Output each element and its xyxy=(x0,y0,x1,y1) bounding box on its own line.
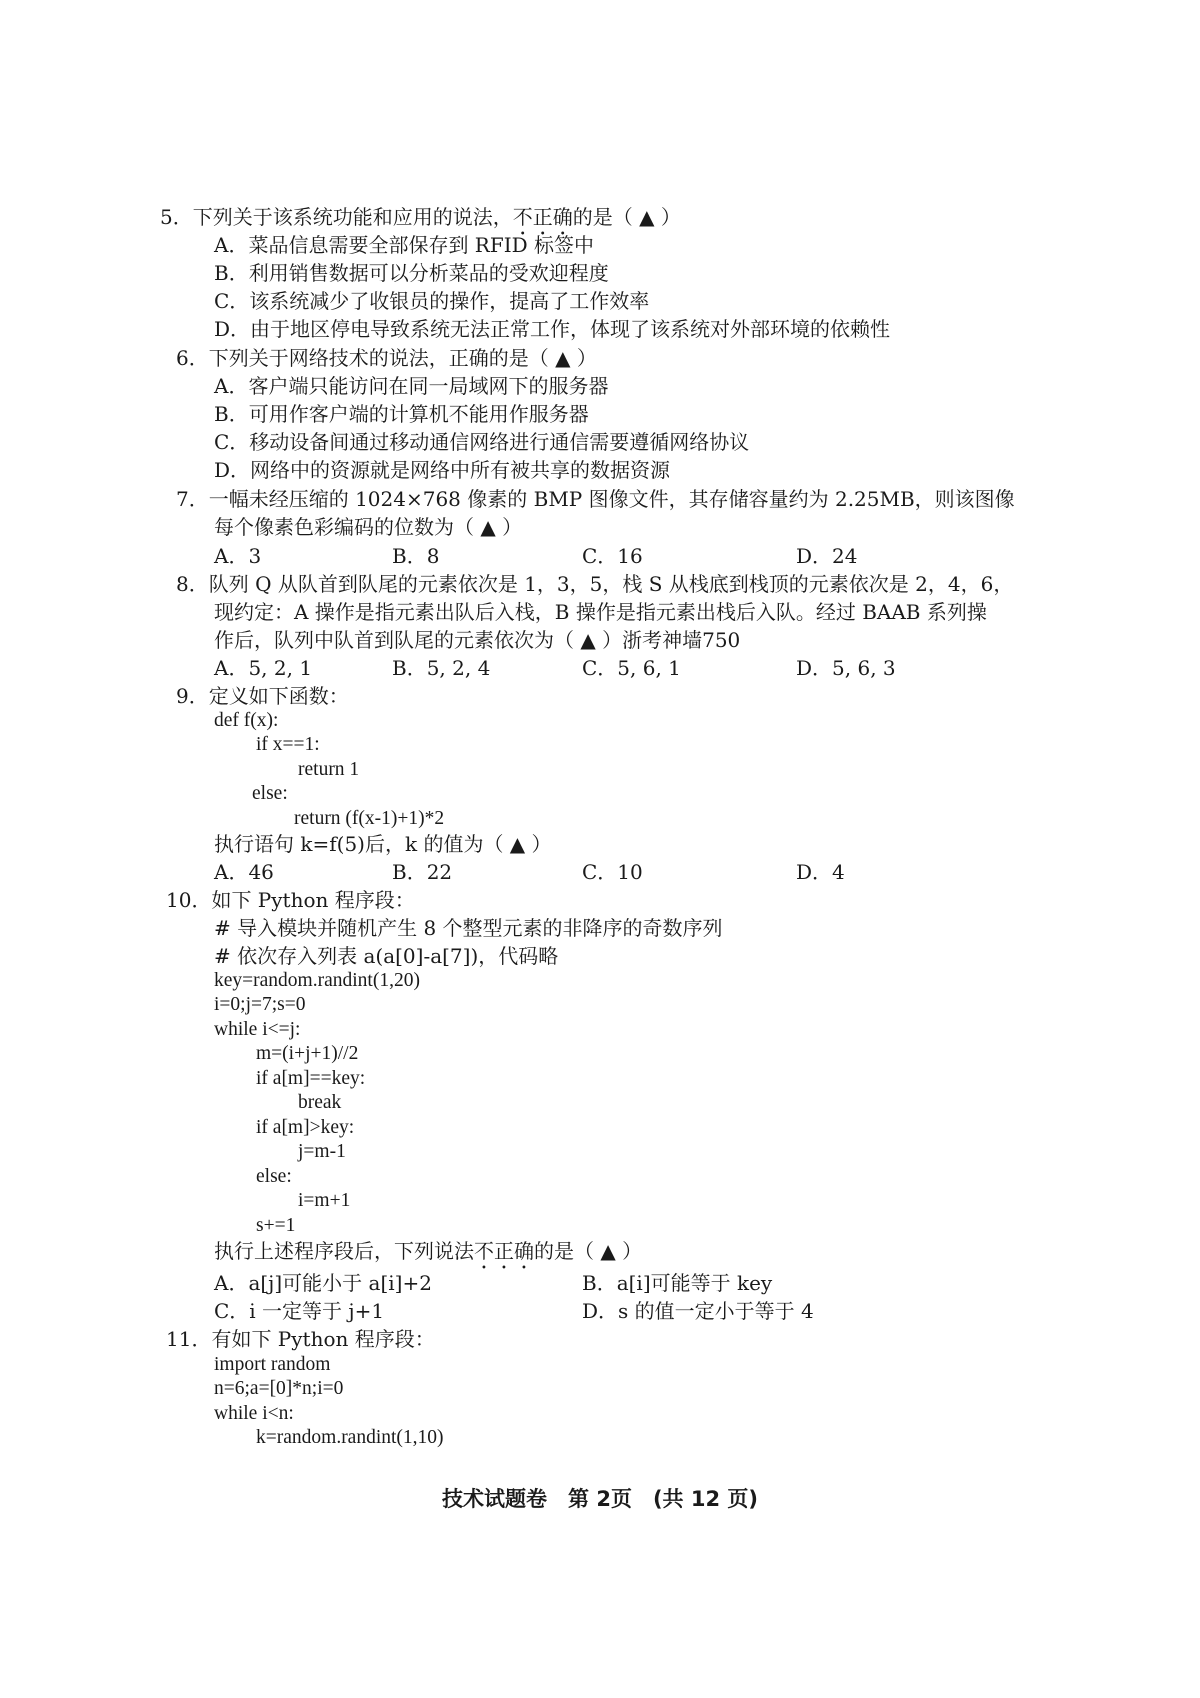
q5-stem-emphasis: 不正确 xyxy=(512,205,573,229)
q9-code-line: return 1 xyxy=(298,759,360,780)
q5-stem xyxy=(160,204,681,230)
q10-tail-emphasis: 不正确 xyxy=(474,1239,534,1263)
q6-option-b: B．可用作客户端的计算机不能用作服务器 xyxy=(214,402,589,426)
q10-code-line: key=random.randint(1,20) xyxy=(214,970,420,991)
q9-code-line: if x==1: xyxy=(256,734,320,755)
q5-option-a: A．菜品信息需要全部保存到 RFID 标签中 xyxy=(214,233,595,257)
q8-stem-line-2: 现约定：A 操作是指元素出队后入栈，B 操作是指元素出栈后入队。经过 BAAB 系列操 xyxy=(214,600,987,624)
q6-option-d: D．网络中的资源就是网络中所有被共享的数据资源 xyxy=(214,458,671,482)
q8-option-c: C．5, 6, 1 xyxy=(582,656,681,680)
q10-tail-text-b: 的是（ ▲ ） xyxy=(534,1239,643,1263)
q9-option-c: C．10 xyxy=(582,860,643,884)
q10-option-c: C．i 一定等于 j+1 xyxy=(214,1299,385,1323)
q6-option-a: A．客户端只能访问在同一局域网下的服务器 xyxy=(214,374,609,398)
q10-code-line: m=(i+j+1)//2 xyxy=(256,1043,359,1064)
q10-stem: 10．如下 Python 程序段： xyxy=(166,888,415,912)
q10-code-line: break xyxy=(298,1092,342,1113)
q8-stem-line-3: 作后，队列中队首到队尾的元素依次为（ ▲ ）浙考神墙750 xyxy=(214,628,741,652)
q10-code-line: j=m-1 xyxy=(298,1141,346,1162)
q10-code-line: i=0;j=7;s=0 xyxy=(214,994,306,1015)
q10-comment-1: # 导入模块并随机产生 8 个整型元素的非降序的奇数序列 xyxy=(214,916,723,940)
q5-option-d: D．由于地区停电导致系统无法正常工作，体现了该系统对外部环境的依赖性 xyxy=(214,317,891,341)
q5-option-c: C．该系统减少了收银员的操作，提高了工作效率 xyxy=(214,289,650,313)
q8-option-d: D．5, 6, 3 xyxy=(796,656,896,680)
q5-option-b: B．利用销售数据可以分析菜品的受欢迎程度 xyxy=(214,261,609,285)
q6-option-c: C．移动设备间通过移动通信网络进行通信需要遵循网络协议 xyxy=(214,430,750,454)
q11-code-line: import random xyxy=(214,1354,331,1375)
q10-code-line: s+=1 xyxy=(256,1215,296,1236)
q7-stem-line-2: 每个像素色彩编码的位数为（ ▲ ） xyxy=(214,515,523,539)
q11-code-line: while i<n: xyxy=(214,1403,294,1424)
q6-stem: 6．下列关于网络技术的说法，正确的是（ ▲ ） xyxy=(176,346,597,370)
q7-option-c: C．16 xyxy=(582,544,643,568)
q9-option-b: B．22 xyxy=(392,860,453,884)
q9-option-d: D．4 xyxy=(796,860,845,884)
q9-stem: 9．定义如下函数： xyxy=(176,684,349,708)
q10-code-line: else: xyxy=(256,1166,292,1187)
q11-code-line: n=6;a=[0]*n;i=0 xyxy=(214,1378,344,1399)
q10-option-d: D．s 的值一定小于等于 4 xyxy=(582,1299,814,1323)
q8-option-a: A．5, 2, 1 xyxy=(214,656,313,680)
q10-option-a: A．a[j]可能小于 a[i]+2 xyxy=(214,1271,432,1295)
q10-code-line: if a[m]==key: xyxy=(256,1068,366,1089)
q9-code-line: else: xyxy=(252,783,288,804)
q5-stem-text-a: 下列关于该系统功能和应用的说法， xyxy=(192,205,513,229)
q7-stem-line-1: 7．一幅未经压缩的 1024×768 像素的 BMP 图像文件，其存储容量约为 2.25MB，则该图像 xyxy=(176,487,1015,511)
q8-option-b: B．5, 2, 4 xyxy=(392,656,491,680)
q9-code-line: def f(x): xyxy=(214,710,279,731)
q5-number: 5． xyxy=(160,205,193,229)
q7-option-d: D．24 xyxy=(796,544,858,568)
q11-stem: 11．有如下 Python 程序段： xyxy=(166,1327,435,1351)
q9-tail: 执行语句 k=f(5)后，k 的值为（ ▲ ） xyxy=(214,832,552,856)
q10-code-line: i=m+1 xyxy=(298,1190,351,1211)
q5-stem-text-b: 的是（ ▲ ） xyxy=(572,205,681,229)
q10-tail xyxy=(214,1238,642,1264)
q11-code-line: k=random.randint(1,10) xyxy=(256,1427,444,1448)
q9-option-a: A．46 xyxy=(214,860,274,884)
q10-tail-text-a: 执行上述程序段后，下列说法 xyxy=(214,1239,474,1263)
q7-option-b: B．8 xyxy=(392,544,440,568)
q8-stem-line-1: 8．队列 Q 从队首到队尾的元素依次是 1，3，5，栈 S 从栈底到栈顶的元素依次是 2，4，6， xyxy=(176,572,1014,596)
page-footer: 技术试题卷 第 2页 (共 12 页) xyxy=(442,1487,758,1511)
q10-code-line: while i<=j: xyxy=(214,1019,301,1040)
q10-code-line: if a[m]>key: xyxy=(256,1117,355,1138)
q7-option-a: A．3 xyxy=(214,544,262,568)
q9-code-line: return (f(x-1)+1)*2 xyxy=(294,808,445,829)
q10-option-b: B．a[i]可能等于 key xyxy=(582,1271,773,1295)
q10-comment-2: # 依次存入列表 a(a[0]-a[7])，代码略 xyxy=(214,944,559,968)
